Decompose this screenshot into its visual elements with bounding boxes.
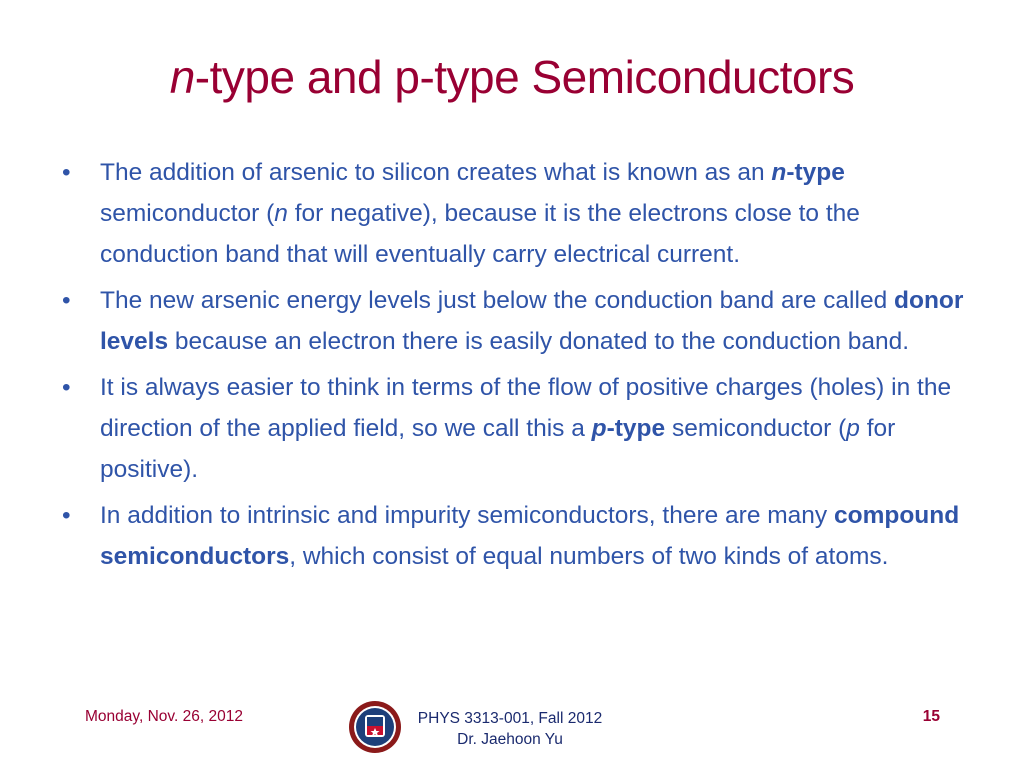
footer-instructor: Dr. Jaehoon Yu	[457, 731, 563, 748]
bullet-item	[56, 280, 976, 362]
bullet-text-part: compound semiconductors	[100, 502, 960, 570]
title-italic-n: n	[169, 51, 195, 103]
bullet-text-part: because an electron there is easily donated to the conduction band.	[168, 328, 910, 355]
bullet-text-part: The new arsenic energy levels just below the conduction band are called	[100, 287, 895, 314]
bullet-item	[56, 152, 976, 275]
bullet-dot: •	[62, 374, 71, 401]
bullet-text-part: n	[274, 200, 288, 227]
bullet-text-part: In addition to intrinsic and impurity semiconductors, there are many	[100, 502, 834, 529]
slide-title	[0, 50, 1024, 104]
bullet-dot: •	[62, 287, 71, 314]
bullet-text-part: semiconductor (	[665, 415, 847, 442]
bullet-dot: •	[62, 159, 71, 186]
bullet-text-part: p	[591, 415, 607, 442]
bullet-text-part: -type	[606, 415, 666, 442]
bullet-list	[56, 152, 976, 582]
footer-course: PHYS 3313-001, Fall 2012	[417, 710, 603, 727]
bullet-text-part: It is always easier to think in terms of the flow of positive charges (holes) in the direction of the applied field, so we call this a	[100, 374, 952, 442]
bullet-item	[56, 367, 976, 490]
bullet-text-part: The addition of arsenic to silicon creates what is known as an	[100, 159, 772, 186]
footer-center	[380, 708, 640, 750]
bullet-text-part: for positive).	[100, 415, 896, 483]
title-text: -type and p-type Semiconductors	[194, 51, 855, 103]
bullet-text-part: n	[771, 159, 787, 186]
bullet-dot: •	[62, 502, 71, 529]
page-number: 15	[922, 708, 940, 725]
bullet-text-part: for negative), because it is the electrons close to the conduction band that will eventually carry electrical current.	[100, 200, 860, 268]
bullet-text-part: , which consist of equal numbers of two kinds of atoms.	[289, 543, 889, 570]
bullet-text-part: semiconductor (	[100, 200, 275, 227]
bullet-item	[56, 495, 976, 577]
footer-date: Monday, Nov. 26, 2012	[85, 708, 243, 725]
bullet-text-part: -type	[786, 159, 845, 186]
bullet-text-part: donor levels	[100, 287, 964, 355]
bullet-text-part: p	[846, 415, 860, 442]
